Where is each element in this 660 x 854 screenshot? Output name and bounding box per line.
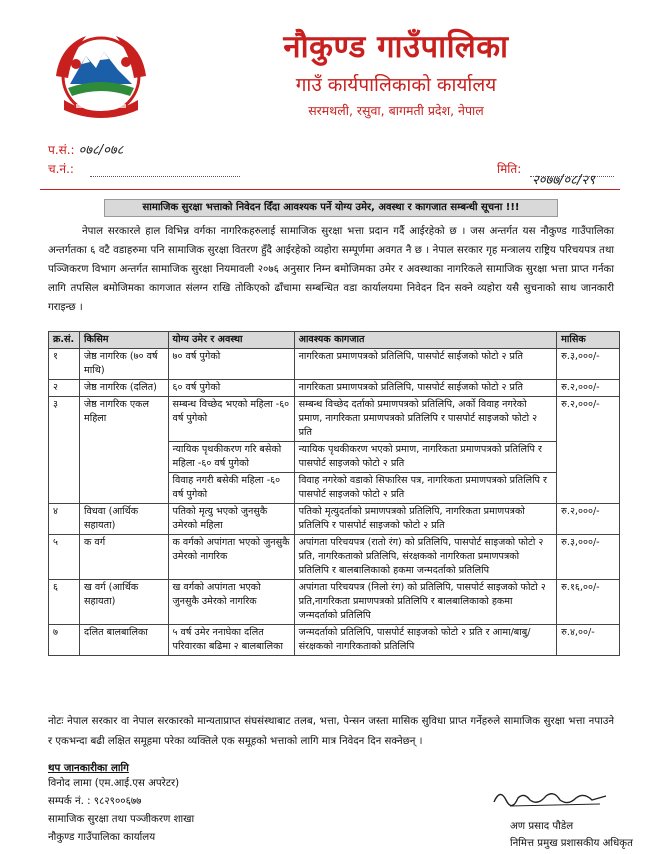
row-sn: ३ — [49, 397, 80, 504]
row-type: दलित बालबालिका — [79, 625, 168, 656]
dispatch-dotted-line — [90, 176, 240, 177]
header-divider — [40, 189, 620, 190]
row-sn: ७ — [49, 625, 80, 656]
table-row — [49, 580, 620, 625]
row-condition: ख वर्गको अपांगता भएको जुनसुकै उमेरको नागरिक — [168, 580, 294, 625]
date-dotted-line — [530, 176, 614, 177]
row-documents: नागरिकता प्रमाणपत्रको प्रतिलिपि, पासपोर्ट साईजको फोटो २ प्रति — [294, 349, 557, 380]
row-type: ख वर्ग (आर्थिक सहायता) — [79, 580, 168, 625]
row-sn: ६ — [49, 580, 80, 625]
col-type: किसिम — [79, 332, 168, 349]
signatory-name: अण प्रसाद पौडेल — [510, 821, 574, 832]
row-type: क वर्ग — [79, 535, 168, 580]
date-value-text: २०७७/०८/२९ — [532, 173, 595, 188]
row-amount: रु.३,०००/- — [557, 535, 620, 580]
contact-section: सामाजिक सुरक्षा तथा पञ्जीकरण शाखा — [48, 814, 195, 825]
row-condition: ६० वर्ष पुगेको — [168, 380, 294, 397]
ref-number-label: प.सं.: — [48, 143, 75, 157]
col-conditions: योग्य उमेर र अवस्था — [168, 332, 294, 349]
row-documents: जन्मदर्ताको प्रतिलिपि, पासपोर्ट साइजको फोटो २ प्रति र आमा/बाबु/संरक्षकको नागरिकताको प्रतिलिपि — [294, 625, 557, 656]
row-condition: विवाह नगरी बसेकी महिला -६० वर्ष पुगेको — [168, 473, 294, 504]
row-condition: क वर्गको अपांगता भएको जुनसुकै उमेरको नागरिक — [168, 535, 294, 580]
nepal-emblem-icon — [46, 26, 156, 126]
municipality-name: नौकुण्ड गाउँपालिका — [283, 29, 509, 65]
table-row — [49, 535, 620, 580]
date-label: मिति: — [497, 162, 522, 176]
row-condition: न्यायिक पृथकीकरण गरि बसेको महिला -६० वर्ष पुगेको — [168, 442, 294, 473]
row-condition: सम्बन्ध विच्छेद भएको महिला -६० वर्ष पुगेको — [168, 397, 294, 442]
row-sn: २ — [49, 380, 80, 397]
notice-title: सामाजिक सुरक्षा भत्ताको निवेदन दिँदा आवश्यक पर्ने योग्य उमेर, अवस्था र कागजात सम्बन्धी सूचना !!! — [104, 199, 558, 217]
row-documents: न्यायिक पृथकीकरण भएको प्रमाण, नागरिकता प्रमाणपत्रको प्रतिलिपि र पासपोर्ट साइजको फोटो २ प्रति — [294, 442, 557, 473]
row-condition: ७० वर्ष पुगेको — [168, 349, 294, 380]
row-amount: रु.४,००/- — [557, 625, 620, 656]
ref-number — [48, 142, 123, 159]
contact-heading: थप जानकारीका लागि — [48, 763, 129, 774]
signatory-title: निमित्त प्रमुख प्रशासकीय अधिकृत — [510, 838, 633, 849]
office-address: सरमथली, रसुवा, बागमती प्रदेश, नेपाल — [308, 103, 484, 118]
row-documents: अपांगता परिचयपत्र (रातो रंग) को प्रतिलिपि, पासपोर्ट साइजको फोटो २ प्रति, नागरिकताको प्रतिलिपि, संरक्षकको नागरिकता प्रमाणपत्रको प्रतिलिपि र बालबालिकाको हकमा जन्मदर्ताको प्रतिलिपि — [294, 535, 557, 580]
row-sn: ४ — [49, 504, 80, 535]
intro-paragraph: नेपाल सरकारले हाल विभिन्न वर्गका नागरिकहरुलाई सामाजिक सुरक्षा भत्ता प्रदान गर्दै आईरहेको छ । जस अन्तर्गत यस नौकुण्ड गाउँपालिका अन्तर्गतका ६ वटै वडाहरुमा पनि सामाजिक सुरक्षा वितरण हुँदै आईरहेको व्यहोरा सम्पूर्णमा अवगत नै छ । नेपाल सरकार गृह मन्त्रालय राष्ट्रिय परिचयपत्र तथा पञ्जिकरण विभाग अन्तर्गत सामाजिक सुरक्षा नियमावली २०७६ अनुसार निम्न बमोजिमका उमेर र अवस्थाका नागरिकले सामाजिक सुरक्षा भत्ता प्राप्त गर्नका लागि तपसिल बमोजिमका कागजात संलग्न राखि तोकिएको ढाँचामा सम्बन्धित वडा कार्यालयमा निवेदन दिन सक्ने व्यहोरा यसै सुचनाको साथ जानकारी गराइन्छ । — [48, 226, 614, 313]
contact-phone: सम्पर्क नं. : ९८२९००६७७ — [48, 796, 142, 807]
table-row — [49, 349, 620, 380]
row-amount: रु.२,०००/- — [557, 380, 620, 397]
row-amount: रु.२,०००/- — [557, 504, 620, 535]
note-paragraph: नोटः नेपाल सरकार वा नेपाल सरकारको मान्यताप्राप्त संघसंस्थाबाट तलब, भत्ता, पेन्सन जस्ता मासिक सुविधा प्राप्त गर्नेहरुले सामाजिक सुरक्षा भत्ता नपाउने र एकभन्दा बढी लक्षित समूहमा परेका व्यक्तिले एक समूहको भत्ताको लागि मात्र निवेदन दिन सक्नेछन् । — [48, 716, 614, 747]
row-condition: पतिको मृत्यु भएको जुनसुकै उमेरको महिला — [168, 504, 294, 535]
row-documents: सम्बन्ध विच्छेद दर्ताको प्रमाणपत्रको प्रतिलिपि, अर्को विवाह नगरेको प्रमाण, नागरिकता प्रमाणपत्रको प्रतिलिपि र पासपोर्ट साइजको फोटो २ प्रति — [294, 397, 557, 442]
row-amount: रु.२,०००/- — [557, 397, 620, 504]
table-row — [49, 504, 620, 535]
dispatch-number-label: च.नं.: — [48, 162, 74, 176]
col-documents: आवश्यक कागजात — [294, 332, 557, 349]
office-name: गाउँ कार्यपालिकाको कार्यालय — [295, 74, 497, 96]
table-row — [49, 625, 620, 656]
row-type: जेष्ठ नागरिक (दलित) — [79, 380, 168, 397]
signature-icon — [490, 784, 610, 810]
table-row — [49, 380, 620, 397]
row-type: विधवा (आर्थिक सहायता) — [79, 504, 168, 535]
ref-number-value: ०७८/०७८ — [78, 143, 124, 158]
row-documents: विवाह नगरेको वडाको सिफारिस पत्र, नागरिकता प्रमाणपत्रको प्रतिलिपि र पासपोर्ट साइजको फोटो २ प्रति — [294, 473, 557, 504]
row-amount: रु.१६,००/- — [557, 580, 620, 625]
row-type: जेष्ठ नागरिक (७० वर्ष माथि) — [79, 349, 168, 380]
row-condition: ५ वर्ष उमेर ननाघेका दलित परिवारका बढिमा २ बालबालिका — [168, 625, 294, 656]
eligibility-table — [48, 331, 620, 656]
row-sn: १ — [49, 349, 80, 380]
row-amount: रु.३,०००/- — [557, 349, 620, 380]
row-documents: अपांगता परिचयपत्र (निलो रंग) को प्रतिलिपि, पासपोर्ट साइजको फोटो २ प्रति,नागरिकता प्रमाणपत्रको प्रतिलिपि र बालबालिकाको हकमा जन्मदर्ताको प्रतिलिपि — [294, 580, 557, 625]
contact-office: नौकुण्ड गाउँपालिका कार्यालय — [48, 832, 156, 843]
date-value — [532, 172, 595, 189]
dispatch-number — [48, 161, 74, 177]
row-sn: ५ — [49, 535, 80, 580]
table-header-row — [49, 332, 620, 349]
row-type: जेष्ठ नागरिक एकल महिला — [79, 397, 168, 504]
row-documents: नागरिकता प्रमाणपत्रको प्रतिलिपि, पासपोर्ट साईजको फोटो २ प्रति — [294, 380, 557, 397]
col-monthly: मासिक — [557, 332, 620, 349]
row-documents: पतिको मृत्युदर्ताको प्रमाणपत्रको प्रतिलिपि, नागरिकता प्रमाणपत्रको प्रतिलिपि र पासपोर्ट साइजको फोटो २ प्रति — [294, 504, 557, 535]
table-row — [49, 397, 620, 442]
col-sn: क्र.सं. — [49, 332, 80, 349]
contact-name: विनोद लामा (एम.आई.एस अपरेटर) — [48, 778, 180, 789]
